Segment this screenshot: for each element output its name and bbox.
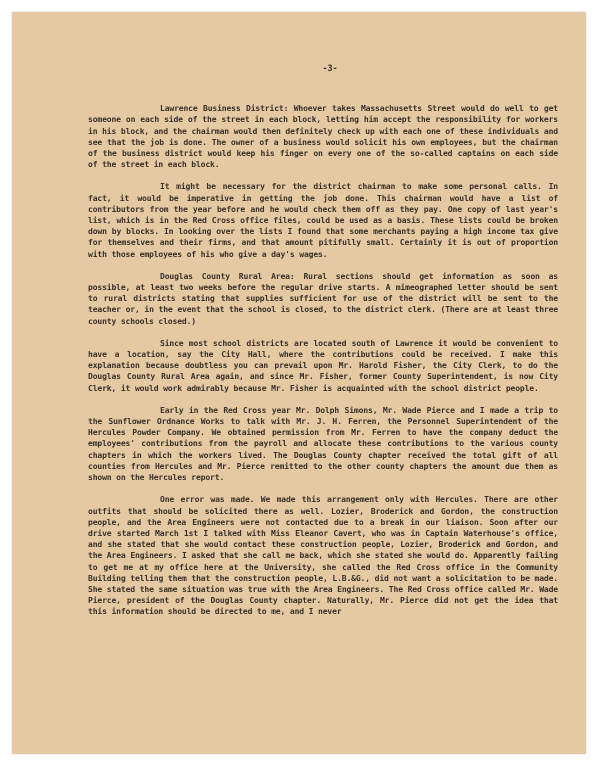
- page-number: -3-: [322, 64, 338, 74]
- paragraph-douglas-county-rural-area: Douglas County Rural Area: Rural sections should get information as soon as possible, at least two weeks before the regular drive starts. A mimeographed letter should be sent to rural districts stating that supplies sufficient for use of the district will be sent to the teacher or, in the event that the school is closed, to the district clerk. (There are at least three county schools closed.): [88, 271, 558, 326]
- paragraph-district-chairman-calls: It might be necessary for the district chairman to make some personal calls. In fact, it would be imperative in getting the job done. This chairman would have a list of contributors from the year before and he would check them off as they pay. One copy of last year's list, which is in the Red Cross office files, could be used as a basis. These lists could be broken down by blocks. In looking over the lists I found that some merchants paying a high income tax give for themselves and their firms, and that amount pitifully small. Certainly it is out of proportion with those employees of his who give a day's wages.: [88, 182, 558, 259]
- paragraph-school-districts: Since most school districts are located south of Lawrence it would be convenient to have a location, say the City Hall, where the contributions could be received. I make this explanation because doubtless you can prevail upon Mr. Harold Fisher, the City Clerk, to do the Douglas County Rural Area again, and since Mr. Fisher, former County Superintendent, is now City Clerk, it would work admirably because Mr. Fisher is acquainted with the school district people.: [88, 338, 558, 393]
- document-body: [88, 64, 558, 629]
- paragraph-error-made: One error was made. We made this arrangement only with Hercules. There are other outfits that should be solicited there as well. Lozier, Broderick and Gordon, the construction people, and the Area Engineers were not contacted due to a break in our liaison. Soon after our drive started March 1st I talked with Miss Eleanor Cavert, who was in Captain Waterhouse's office, and she stated that she would contact these construction people, Lozier, Broderick and Gordon, and the Area Engineers. I asked that she call me back, which she stated she would do. Apparently failing to get me at my office here at the University, she called the Red Cross office in the Community Building telling them that the construction people, L.B.&G., did not want a solicitation to be made. She stated the same situation was true with the Area Engineers. The Red Cross office called Mr. Wade Pierce, president of the Douglas County chapter. Naturally, Mr. Pierce did not get the idea that this information should be directed to me, and I never: [88, 495, 558, 617]
- paragraph-lawrence-business-district: Lawrence Business District: Whoever takes Massachusetts Street would do well to get someone on each side of the street in each block, letting him accept the responsibility for workers in his block, and the chairman would then definitely check up with each one of these individuals and see that the job is done. The owner of a business would solicit his own employees, but the chairman of the business district would keep his finger on every one of the so-called captains on each side of the street in each block.: [88, 104, 558, 170]
- document-page: [12, 12, 586, 754]
- paragraph-sunflower-ordnance-works: Early in the Red Cross year Mr. Dolph Simons, Mr. Wade Pierce and I made a trip to the Sunflower Ordnance Works to talk with Mr. J. H. Ferren, the Personnel Superintendent of the Hercules Powder Company. We obtained permission from Mr. Ferren to have the company deduct the employees' contributions from the payroll and allocate these contributions to the various county chapters in which the workers lived. The Douglas County chapter received the total gift of all counties from Hercules and Mr. Pierce remitted to the other county chapters the amount due them as shown on the Hercules report.: [88, 405, 558, 483]
